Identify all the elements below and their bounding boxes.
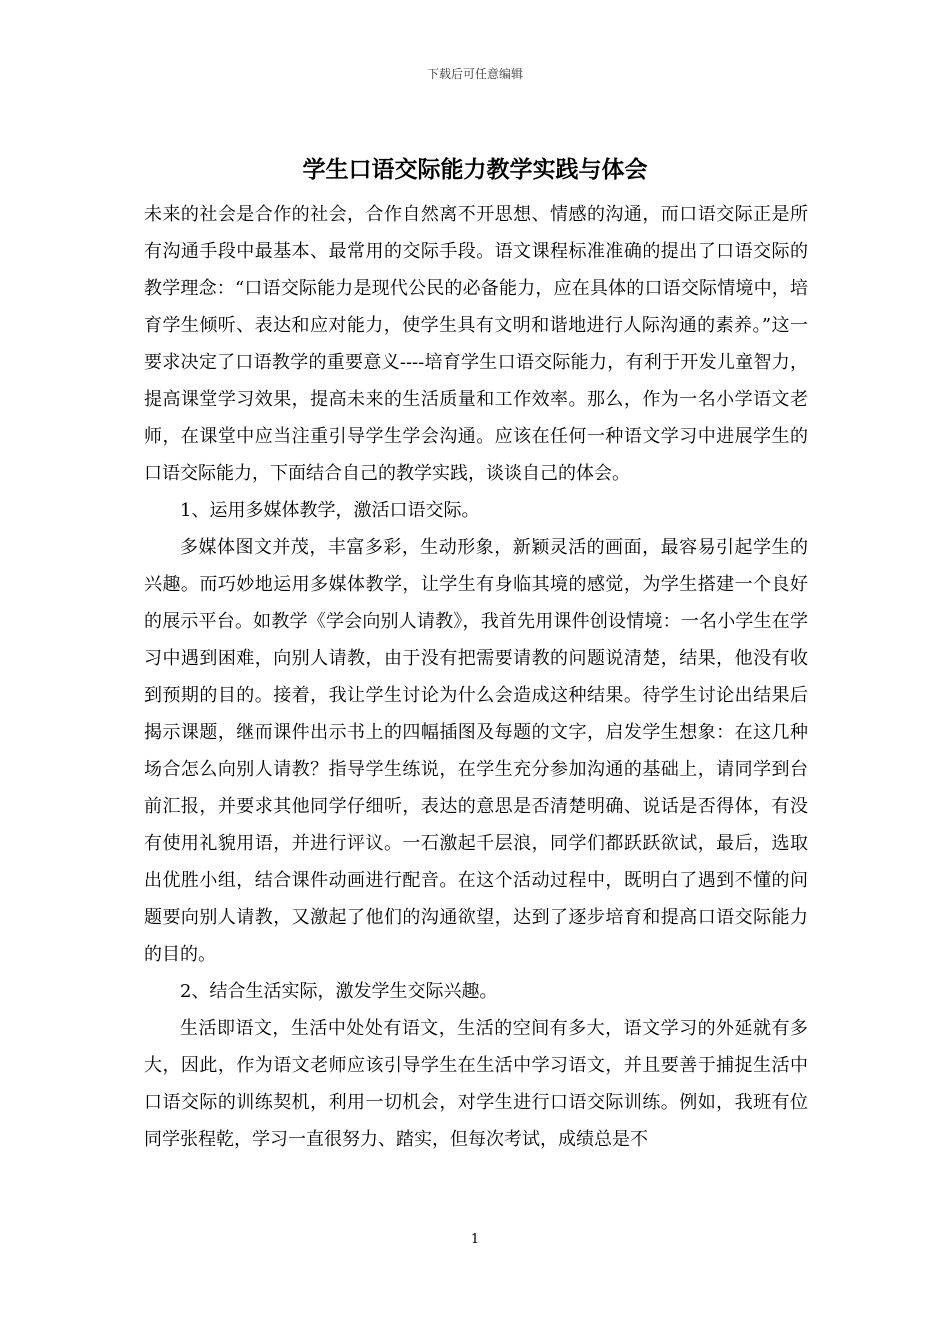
paragraph-section-2: 生活即语文，生活中处处有语文，生活的空间有多大，语文学习的外延就有多大，因此，作为语文老师应该引导学生在生活中学习语文，并且要善于捕捉生活中口语交际的训练契机，利用一切机会，对学生进行口语交际训练。例如，我班有位同学张程乾，学习一直很努力、踏实，但每次考试，成绩总是不: [144, 1018, 808, 1150]
document-title: 学生口语交际能力教学实践与体会: [302, 156, 648, 183]
section-heading-2: 2、结合生活实际，激发学生交际兴趣。: [180, 981, 498, 1002]
section-heading-1: 1、运用多媒体教学，激活口语交际。: [180, 500, 480, 521]
paragraph-intro: 未来的社会是合作的社会，合作自然离不开思想、情感的沟通，而口语交际正是所有沟通手段中最基本、最常用的交际手段。语文课程标准准确的提出了口语交际的教学理念：“口语交际能力是现代公民的必备能力，应在具体的口语交际情境中，培育学生倾听、表达和应对能力，使学生具有文明和谐地进行人际沟通的素养。”这一要求决定了口语教学的重要意义----培育学生口语交际能力，有利于开发儿童智力，提高课堂学习效果，提高未来的生活质量和工作效率。那么，作为一名小学语文老师，在课堂中应当注重引导学生学会沟通。应该在任何一种语文学习中进展学生的口语交际能力，下面结合自己的教学实践，谈谈自己的体会。: [144, 204, 808, 484]
document-body: [144, 196, 808, 1158]
page-number: 1: [470, 1232, 480, 1247]
page-header-note: 下载后可任意编辑: [426, 67, 523, 81]
paragraph-section-1: 多媒体图文并茂，丰富多彩，生动形象，新颖灵活的画面，最容易引起学生的兴趣。而巧妙地运用多媒体教学，让学生有身临其境的感觉，为学生搭建一个良好的展示平台。如教学《学会向别人请教》，我首先用课件创设情境：一名小学生在学习中遇到困难，向别人请教，由于没有把需要请教的问题说清楚，结果，他没有收到预期的目的。接着，我让学生讨论为什么会造成这种结果。待学生讨论出结果后揭示课题，继而课件出示书上的四幅插图及每题的文字，启发学生想象：在这几种场合怎么向别人请教？指导学生练说，在学生充分参加沟通的基础上，请同学到台前汇报，并要求其他同学仔细听，表达的意思是否清楚明确、说话是否得体，有没有使用礼貌用语，并进行评议。一石激起千层浪，同学们都跃跃欲试，最后，选取出优胜小组，结合课件动画进行配音。在这个活动过程中，既明白了遇到不懂的问题要向别人请教，又激起了他们的沟通欲望，达到了逐步培育和提高口语交际能力的目的。: [144, 537, 808, 965]
